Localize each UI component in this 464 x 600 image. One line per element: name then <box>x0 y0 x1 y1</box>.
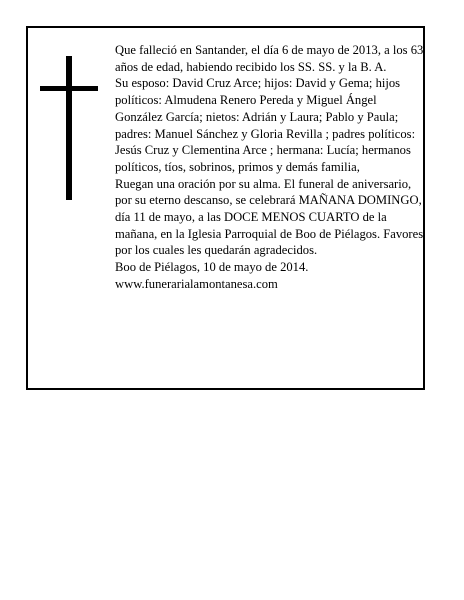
notice-text <box>115 42 427 293</box>
obituary-notice <box>26 26 425 390</box>
cross-horizontal-bar <box>40 86 98 91</box>
cross-icon <box>40 56 98 200</box>
funeral-home-website: www.funerarialamontanesa.com <box>115 276 278 291</box>
funeral-details: Ruegan una oración por su alma. El funeral de aniversario, por su eterno descanso, se celebrará MAÑANA DOMINGO, día 11 de mayo, a las DOCE MENOS CUARTO de la mañana, en la Iglesia Parroquial de Boo de Piélagos. Favores por los cuales les quedarán agradecidos. <box>115 176 424 258</box>
place-date: Boo de Piélagos, 10 de mayo de 2014. <box>115 260 309 275</box>
cross-vertical-bar <box>66 56 72 200</box>
death-announcement: Que falleció en Santander, el día 6 de mayo de 2013, a los 63 años de edad, habiendo recibido los SS. SS. y la B. A. <box>115 43 424 74</box>
family-list: Su esposo: David Cruz Arce; hijos: David y Gema; hijos políticos: Almudena Renero Pereda y Miguel Ángel González García; nietos: Adrián y Laura; Pablo y Paula; padres: Manuel Sánchez y Gloria Revilla ; padres políticos: Jesús Cruz y Clementina Arce ; hermana: Lucía; hermanos políticos, tíos, sobrinos, primos y demás familia, <box>115 76 416 174</box>
